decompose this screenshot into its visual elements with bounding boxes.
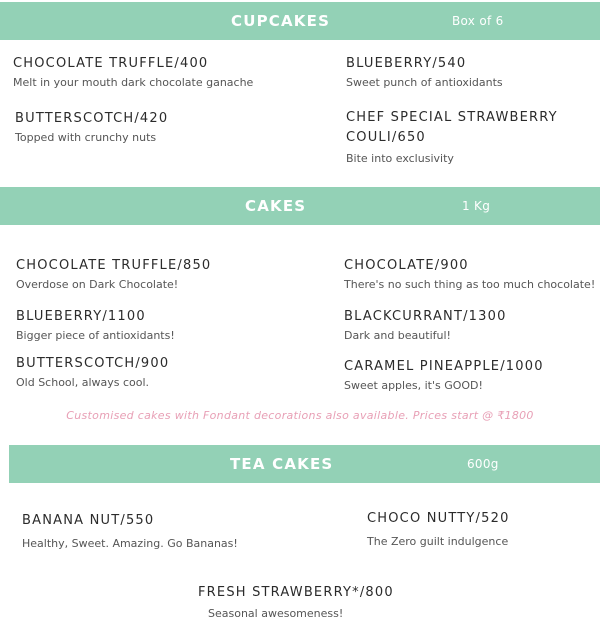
tea-cakes-title: TEA CAKES — [230, 455, 334, 473]
item-name: BUTTERSCOTCH/420 — [15, 111, 169, 126]
cupcakes-header — [0, 2, 600, 40]
menu-item — [367, 511, 510, 548]
cakes-header — [0, 187, 600, 225]
menu-item — [16, 356, 169, 389]
item-description: Overdose on Dark Chocolate! — [16, 278, 179, 291]
menu-item — [198, 585, 394, 620]
item-description: Seasonal awesomeness! — [208, 607, 344, 620]
menu-item — [344, 309, 507, 342]
item-description: Sweet punch of antioxidants — [346, 76, 503, 89]
cupcakes-title: CUPCAKES — [231, 12, 331, 30]
item-description: The Zero guilt indulgence — [367, 535, 509, 548]
item-name: CHOCOLATE/900 — [344, 258, 469, 273]
cakes-size: 1 Kg — [462, 199, 491, 213]
item-name: CHOCO NUTTY/520 — [367, 511, 510, 526]
item-name: CHOCOLATE TRUFFLE/850 — [16, 258, 212, 273]
item-name: BLACKCURRANT/1300 — [344, 309, 507, 324]
custom-cakes-note: Customised cakes with Fondant decorations also available. Prices start @ ₹1800 — [66, 409, 534, 422]
item-description: Healthy, Sweet. Amazing. Go Bananas! — [22, 537, 238, 550]
item-name: FRESH STRAWBERRY*/800 — [198, 585, 394, 600]
item-name: CHOCOLATE TRUFFLE/400 — [13, 56, 209, 71]
menu-item — [13, 56, 253, 89]
item-description: Bigger piece of antioxidants! — [16, 329, 175, 342]
item-name: CHEF SPECIAL STRAWBERRY COULI/650 — [346, 110, 558, 145]
menu-item — [346, 108, 596, 165]
menu-item — [16, 258, 211, 291]
item-name: CARAMEL PINEAPPLE/1000 — [344, 359, 544, 374]
item-description: There's no such thing as too much chocolate! — [344, 278, 596, 291]
menu-item — [344, 359, 544, 392]
item-description: Sweet apples, it's GOOD! — [344, 379, 483, 392]
tea-cakes-size: 600g — [467, 457, 499, 471]
tea-cakes-header — [9, 445, 600, 483]
menu-item — [15, 111, 168, 144]
menu-item — [346, 56, 503, 89]
item-name: BANANA NUT/550 — [22, 513, 155, 528]
item-name: BUTTERSCOTCH/900 — [16, 356, 170, 371]
menu-item — [22, 513, 238, 550]
item-description: Topped with crunchy nuts — [15, 131, 157, 144]
item-name: BLUEBERRY/1100 — [16, 309, 146, 324]
cupcakes-size: Box of 6 — [452, 14, 504, 28]
item-description: Old School, always cool. — [16, 376, 150, 389]
item-description: Dark and beautiful! — [344, 329, 451, 342]
item-description: Bite into exclusivity — [346, 152, 454, 165]
item-name: BLUEBERRY/540 — [346, 56, 467, 71]
menu-item — [344, 258, 595, 291]
item-description: Melt in your mouth dark chocolate ganache — [13, 76, 254, 89]
cakes-title: CAKES — [245, 197, 307, 215]
menu-item — [16, 309, 175, 342]
